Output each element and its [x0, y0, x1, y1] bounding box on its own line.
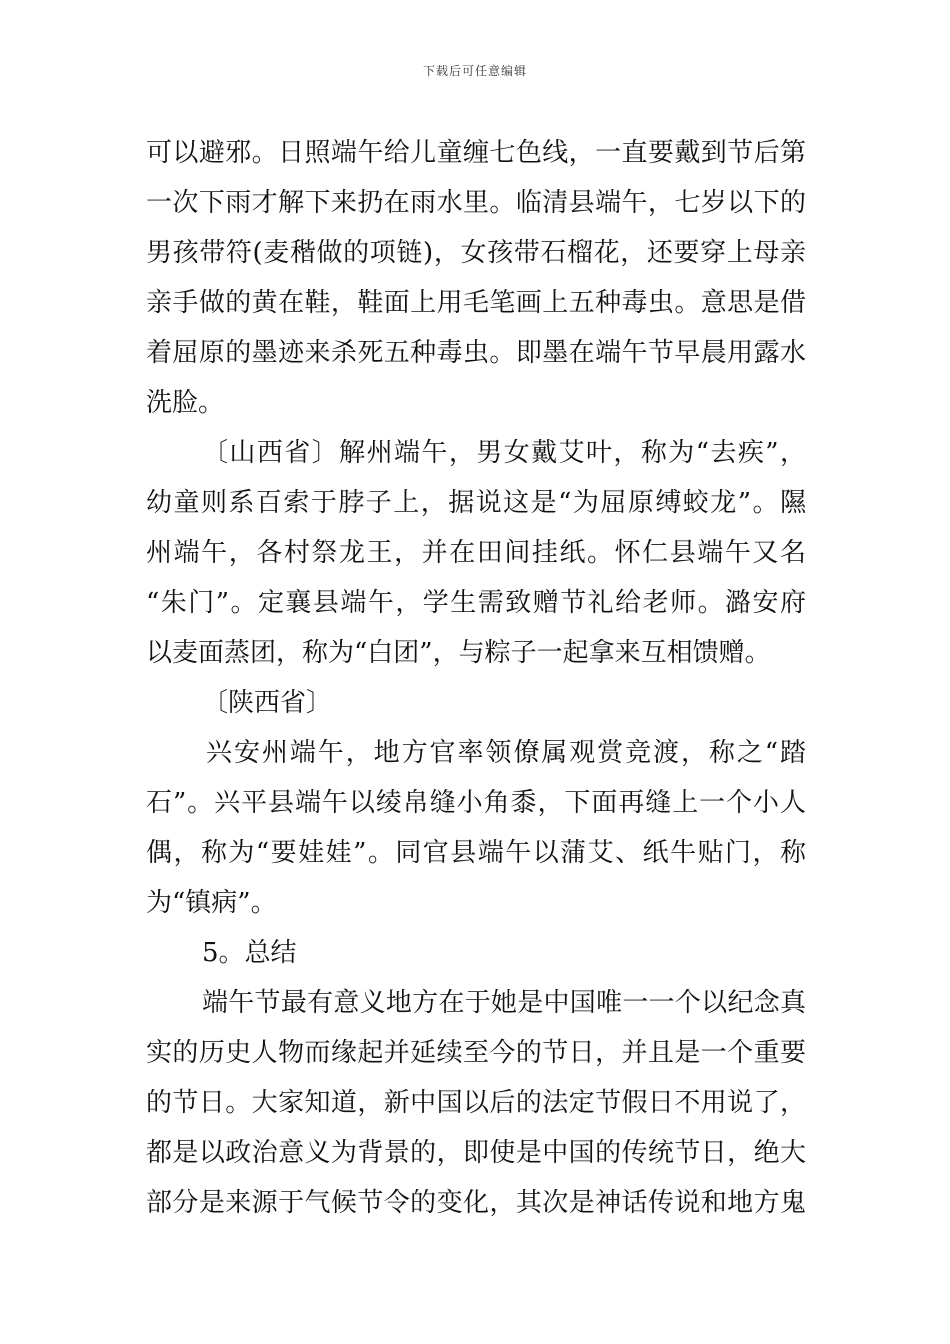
paragraph-summary	[146, 978, 806, 1228]
section-heading: 5。总结	[202, 938, 297, 968]
text-line: 都是以政治意义为背景的，即使是中国的传统节日，绝大	[146, 1138, 806, 1168]
text-line: “朱门”。定襄县端午，学生需致赠节礼给老师。潞安府	[146, 588, 806, 618]
page-header: 下载后可任意编辑	[422, 64, 527, 78]
text-line: 可以避邪。日照端午给儿童缠七色线，一直要戴到节后第	[146, 138, 806, 168]
text-line: 石”。兴平县端午以绫帛缝小角黍，下面再缝上一个小人	[146, 788, 806, 818]
text-line: 的节日。大家知道，新中国以后的法定节假日不用说了，	[146, 1088, 806, 1118]
text-line: 偶，称为“要娃娃”。同官县端午以蒲艾、纸牛贴门，称	[146, 838, 806, 868]
text-line: 实的历史人物而缘起并延续至今的节日，并且是一个重要	[146, 1038, 806, 1068]
text-line: 男孩带符(麦稭做的项链)，女孩带石榴花，还要穿上母亲	[146, 238, 806, 268]
text-line: 一次下雨才解下来扔在雨水里。临清县端午，七岁以下的	[146, 188, 806, 218]
text-line: 洗脸。	[146, 388, 225, 418]
text-line: 部分是来源于气候节令的变化，其次是神话传说和地方鬼	[146, 1188, 806, 1218]
section-heading-shaanxi	[146, 678, 806, 728]
text-line: 以麦面蒸团，称为“白团”，与粽子一起拿来互相馈赠。	[146, 638, 771, 668]
text-line: 亲手做的黄在鞋，鞋面上用毛笔画上五种毒虫。意思是借	[146, 288, 806, 318]
paragraph-shaanxi	[146, 728, 806, 928]
text-line: 端午节最有意义地方在于她是中国唯一一个以纪念真	[202, 988, 806, 1018]
document-body	[146, 128, 806, 1228]
text-line: 兴安州端午，地方官率领僚属观赏竞渡，称之“踏	[206, 738, 806, 768]
text-line: 州端午，各村祭龙王，并在田间挂纸。怀仁县端午又名	[146, 538, 806, 568]
text-line: 〔山西省〕解州端午，男女戴艾叶，称为“去疾”，	[202, 438, 806, 468]
paragraph-shanxi	[146, 428, 806, 678]
section-heading: 〔陕西省〕	[202, 688, 333, 718]
section-heading-summary	[146, 928, 806, 978]
text-line: 幼童则系百索于脖子上，据说这是“为屈原缚蛟龙”。隰	[146, 488, 806, 518]
text-line: 着屈原的墨迹来杀死五种毒虫。即墨在端午节早晨用露水	[146, 338, 806, 368]
paragraph-shandong-customs	[146, 128, 806, 428]
text-line: 为“镇病”。	[146, 888, 277, 918]
